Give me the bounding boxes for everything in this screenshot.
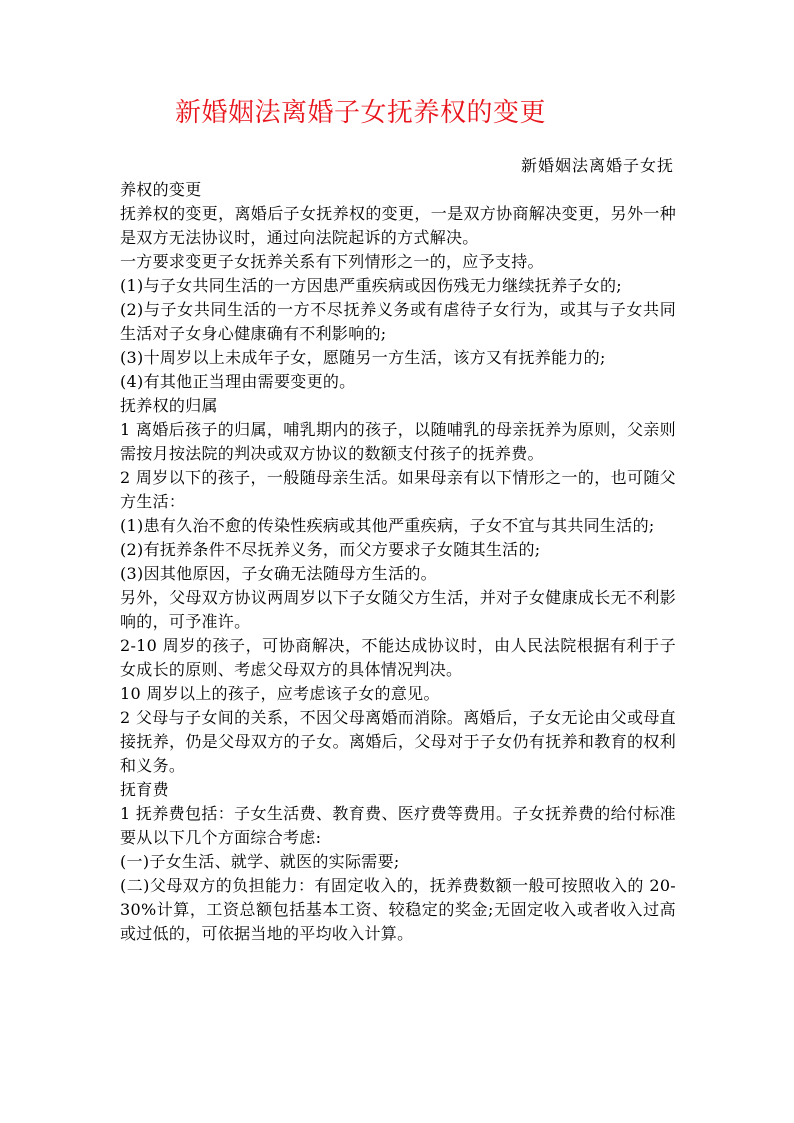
- section-heading: 抚育费: [120, 780, 169, 799]
- document-body: [120, 178, 676, 946]
- paragraph: 2-10 周岁的孩子，可协商解决，不能达成协议时，由人民法院根据有利于子女成长的原则、考虑父母双方的具体情况判决。: [120, 636, 676, 679]
- paragraph: (3)十周岁以上未成年子女，愿随另一方生活，该方又有抚养能力的;: [120, 348, 606, 367]
- paragraph: 一方要求变更子女抚养关系有下列情形之一的，应予支持。: [120, 252, 544, 271]
- paragraph: 10 周岁以上的孩子，应考虑该子女的意见。: [120, 684, 440, 703]
- paragraph: 2 周岁以下的孩子，一般随母亲生活。如果母亲有以下情形之一的，也可随父方生活：: [120, 468, 676, 511]
- paragraph: (二)父母双方的负担能力：有固定收入的，抚养费数额一般可按照收入的 20-30%计算，工资总额包括基本工资、较稳定的奖金;无固定收入或者收入过高或过低的，可依据当地的平均收入计算。: [120, 876, 676, 943]
- document-title: 新婚姻法离婚子女抚养权的变更: [175, 98, 547, 128]
- paragraph: 养权的变更: [120, 180, 202, 199]
- paragraph: (1)与子女共同生活的一方因患严重疾病或因伤残无力继续抚养子女的;: [120, 276, 622, 295]
- section-heading: 抚养权的归属: [120, 396, 218, 415]
- paragraph: 2 父母与子女间的关系，不因父母离婚而消除。离婚后，子女无论由父或母直接抚养，仍是父母双方的子女。离婚后，父母对于子女仍有抚养和教育的权利和义务。: [120, 708, 676, 775]
- document-subtitle: 新婚姻法离婚子女抚: [520, 156, 674, 175]
- paragraph: 1 离婚后孩子的归属，哺乳期内的孩子，以随哺乳的母亲抚养为原则，父亲则需按月按法院的判决或双方协议的数额支付孩子的抚养费。: [120, 420, 676, 463]
- paragraph: (4)有其他正当理由需要变更的。: [120, 372, 356, 391]
- paragraph: 1 抚养费包括：子女生活费、教育费、医疗费等费用。子女抚养费的给付标准要从以下几个方面综合考虑:: [120, 804, 676, 847]
- paragraph: (2)有抚养条件不尽抚养义务，而父方要求子女随其生活的;: [120, 540, 541, 559]
- paragraph: (3)因其他原因，子女确无法随母方生活的。: [120, 564, 437, 583]
- paragraph: (2)与子女共同生活的一方不尽抚养义务或有虐待子女行为，或其与子女共同生活对子女身心健康确有不利影响的;: [120, 300, 676, 343]
- paragraph: 抚养权的变更，离婚后子女抚养权的变更，一是双方协商解决变更，另外一种是双方无法协议时，通过向法院起诉的方式解决。: [120, 204, 676, 247]
- paragraph: (一)子女生活、就学、就医的实际需要;: [120, 852, 400, 871]
- paragraph: 另外，父母双方协议两周岁以下子女随父方生活，并对子女健康成长无不利影响的，可予准许。: [120, 588, 676, 631]
- paragraph: (1)患有久治不愈的传染性疾病或其他严重疾病，子女不宜与其共同生活的;: [120, 516, 655, 535]
